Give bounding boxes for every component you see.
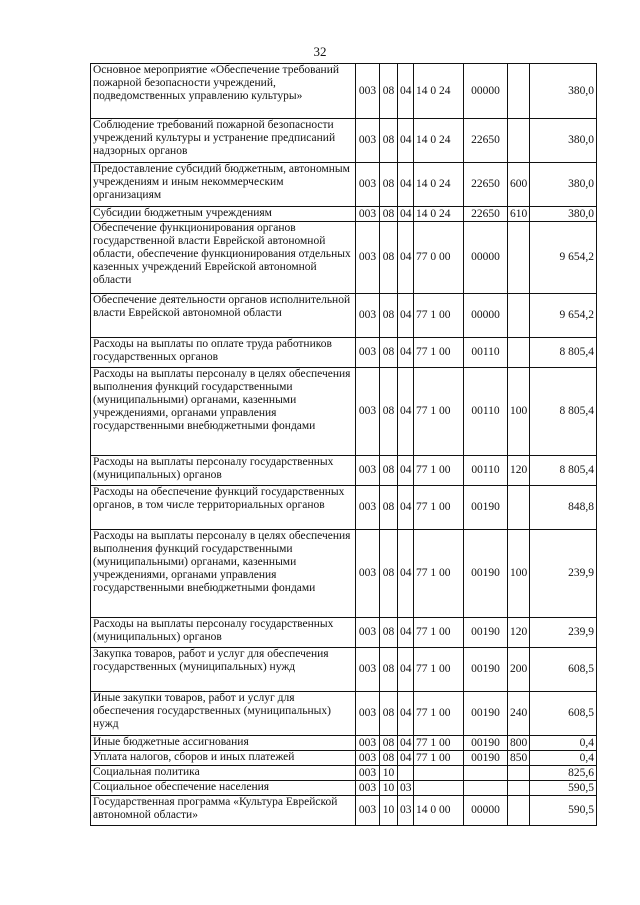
amount-value: 380,0 — [530, 119, 597, 163]
amount-value: 0,4 — [530, 751, 597, 766]
program-code: 77 1 00 — [414, 618, 464, 648]
ministry-code: 003 — [356, 456, 380, 486]
budget-row-name: Государственная программа «Культура Еврейской автономной области» — [91, 796, 356, 826]
subsection-code: 03 — [398, 781, 414, 796]
budget-row-name: Закупка товаров, работ и услуг для обеспечения государственных (муниципальных) нужд — [91, 648, 356, 692]
table-row — [91, 64, 597, 119]
expense-type-code — [508, 222, 530, 294]
table-row — [91, 648, 597, 692]
item-code: 00190 — [464, 751, 508, 766]
table-row — [91, 486, 597, 530]
budget-row-name: Расходы на выплаты по оплате труда работников государственных органов — [91, 338, 356, 368]
subsection-code: 04 — [398, 618, 414, 648]
program-code: 77 1 00 — [414, 456, 464, 486]
program-code: 14 0 24 — [414, 119, 464, 163]
expense-type-code: 610 — [508, 207, 530, 222]
program-code: 77 1 00 — [414, 736, 464, 751]
amount-value: 848,8 — [530, 486, 597, 530]
item-code — [464, 766, 508, 781]
item-code: 00110 — [464, 338, 508, 368]
section-code: 08 — [380, 294, 398, 338]
section-code: 08 — [380, 618, 398, 648]
budget-row-name: Основное мероприятие «Обеспечение требований пожарной безопасности учреждений, подведомственных управлению культуры» — [91, 64, 356, 119]
item-code: 00000 — [464, 222, 508, 294]
subsection-code: 04 — [398, 692, 414, 736]
expense-type-code: 600 — [508, 163, 530, 207]
budget-row-name: Субсидии бюджетным учреждениям — [91, 207, 356, 222]
expense-type-code — [508, 64, 530, 119]
section-code: 08 — [380, 751, 398, 766]
subsection-code: 04 — [398, 736, 414, 751]
ministry-code: 003 — [356, 119, 380, 163]
program-code — [414, 781, 464, 796]
amount-value: 590,5 — [530, 781, 597, 796]
budget-row-name: Уплата налогов, сборов и иных платежей — [91, 751, 356, 766]
amount-value: 8 805,4 — [530, 368, 597, 456]
budget-row-name: Иные бюджетные ассигнования — [91, 736, 356, 751]
section-code: 08 — [380, 456, 398, 486]
budget-row-name: Предоставление субсидий бюджетным, автономным учреждениям и иным некоммерческим организациям — [91, 163, 356, 207]
expense-type-code — [508, 781, 530, 796]
ministry-code: 003 — [356, 781, 380, 796]
budget-table-body — [91, 64, 597, 826]
amount-value: 380,0 — [530, 207, 597, 222]
table-row — [91, 456, 597, 486]
table-row — [91, 207, 597, 222]
program-code: 77 1 00 — [414, 648, 464, 692]
ministry-code: 003 — [356, 692, 380, 736]
budget-row-name: Обеспечение функционирования органов государственной власти Еврейской автономной области, обеспечение функционирования отдельных казенных учреждений Еврейской автономной области — [91, 222, 356, 294]
program-code: 77 1 00 — [414, 751, 464, 766]
table-row — [91, 736, 597, 751]
table-row — [91, 766, 597, 781]
ministry-code: 003 — [356, 338, 380, 368]
section-code: 10 — [380, 766, 398, 781]
item-code: 00110 — [464, 368, 508, 456]
subsection-code: 04 — [398, 163, 414, 207]
table-row — [91, 294, 597, 338]
section-code: 08 — [380, 163, 398, 207]
ministry-code: 003 — [356, 222, 380, 294]
expense-type-code — [508, 338, 530, 368]
program-code: 77 1 00 — [414, 486, 464, 530]
table-row — [91, 530, 597, 618]
amount-value: 608,5 — [530, 692, 597, 736]
amount-value: 9 654,2 — [530, 222, 597, 294]
program-code: 14 0 00 — [414, 796, 464, 826]
table-row — [91, 781, 597, 796]
budget-row-name: Социальная политика — [91, 766, 356, 781]
page-number: 32 — [313, 44, 327, 59]
section-code: 08 — [380, 207, 398, 222]
program-code — [414, 766, 464, 781]
subsection-code: 04 — [398, 64, 414, 119]
subsection-code: 04 — [398, 486, 414, 530]
program-code: 77 1 00 — [414, 294, 464, 338]
budget-row-name: Расходы на выплаты персоналу государственных (муниципальных) органов — [91, 456, 356, 486]
subsection-code: 04 — [398, 456, 414, 486]
budget-row-name: Социальное обеспечение населения — [91, 781, 356, 796]
budget-row-name: Обеспечение деятельности органов исполнительной власти Еврейской автономной области — [91, 294, 356, 338]
section-code: 08 — [380, 368, 398, 456]
section-code: 08 — [380, 119, 398, 163]
amount-value: 825,6 — [530, 766, 597, 781]
section-code: 08 — [380, 736, 398, 751]
expense-type-code — [508, 294, 530, 338]
program-code: 77 0 00 — [414, 222, 464, 294]
ministry-code: 003 — [356, 486, 380, 530]
table-row — [91, 618, 597, 648]
section-code: 08 — [380, 648, 398, 692]
amount-value: 608,5 — [530, 648, 597, 692]
expense-type-code: 800 — [508, 736, 530, 751]
budget-row-name: Расходы на обеспечение функций государственных органов, в том числе территориальных органов — [91, 486, 356, 530]
expense-type-code: 100 — [508, 368, 530, 456]
section-code: 08 — [380, 692, 398, 736]
amount-value: 380,0 — [530, 64, 597, 119]
subsection-code: 04 — [398, 648, 414, 692]
item-code: 00190 — [464, 486, 508, 530]
item-code: 00190 — [464, 692, 508, 736]
ministry-code: 003 — [356, 751, 380, 766]
amount-value: 8 805,4 — [530, 456, 597, 486]
item-code: 00190 — [464, 530, 508, 618]
program-code: 77 1 00 — [414, 530, 464, 618]
subsection-code: 04 — [398, 368, 414, 456]
section-code: 10 — [380, 796, 398, 826]
expense-type-code: 100 — [508, 530, 530, 618]
subsection-code: 03 — [398, 796, 414, 826]
subsection-code: 04 — [398, 294, 414, 338]
item-code — [464, 781, 508, 796]
ministry-code: 003 — [356, 163, 380, 207]
section-code: 08 — [380, 486, 398, 530]
program-code: 77 1 00 — [414, 692, 464, 736]
table-row — [91, 368, 597, 456]
section-code: 08 — [380, 64, 398, 119]
table-row — [91, 751, 597, 766]
section-code: 08 — [380, 222, 398, 294]
budget-row-name: Расходы на выплаты персоналу в целях обеспечения выполнения функций государственными (муниципальными) органами, казенными учреждениями, органами управления государственными внебюджетными фондами — [91, 530, 356, 618]
expense-type-code: 120 — [508, 456, 530, 486]
subsection-code: 04 — [398, 338, 414, 368]
amount-value: 239,9 — [530, 618, 597, 648]
budget-row-name: Соблюдение требований пожарной безопасности учреждений культуры и устранение предписаний надзорных органов — [91, 119, 356, 163]
subsection-code: 04 — [398, 207, 414, 222]
subsection-code: 04 — [398, 751, 414, 766]
ministry-code: 003 — [356, 368, 380, 456]
amount-value: 0,4 — [530, 736, 597, 751]
section-code: 08 — [380, 530, 398, 618]
amount-value: 590,5 — [530, 796, 597, 826]
program-code: 14 0 24 — [414, 207, 464, 222]
program-code: 77 1 00 — [414, 338, 464, 368]
section-code: 10 — [380, 781, 398, 796]
item-code: 00110 — [464, 456, 508, 486]
ministry-code: 003 — [356, 64, 380, 119]
item-code: 00000 — [464, 294, 508, 338]
table-row — [91, 692, 597, 736]
ministry-code: 003 — [356, 618, 380, 648]
ministry-code: 003 — [356, 736, 380, 751]
ministry-code: 003 — [356, 766, 380, 781]
section-code: 08 — [380, 338, 398, 368]
expense-type-code — [508, 119, 530, 163]
budget-row-name: Иные закупки товаров, работ и услуг для обеспечения государственных (муниципальных) нужд — [91, 692, 356, 736]
expense-type-code: 240 — [508, 692, 530, 736]
item-code: 00190 — [464, 648, 508, 692]
amount-value: 8 805,4 — [530, 338, 597, 368]
expense-type-code — [508, 766, 530, 781]
table-row — [91, 119, 597, 163]
ministry-code: 003 — [356, 648, 380, 692]
subsection-code — [398, 766, 414, 781]
item-code: 22650 — [464, 119, 508, 163]
expense-type-code — [508, 486, 530, 530]
ministry-code: 003 — [356, 530, 380, 618]
item-code: 22650 — [464, 163, 508, 207]
program-code: 14 0 24 — [414, 163, 464, 207]
table-row — [91, 222, 597, 294]
program-code: 14 0 24 — [414, 64, 464, 119]
expense-type-code — [508, 796, 530, 826]
item-code: 22650 — [464, 207, 508, 222]
ministry-code: 003 — [356, 294, 380, 338]
subsection-code: 04 — [398, 222, 414, 294]
ministry-code: 003 — [356, 796, 380, 826]
expense-type-code: 120 — [508, 618, 530, 648]
budget-table — [90, 63, 597, 826]
item-code: 00000 — [464, 64, 508, 119]
amount-value: 239,9 — [530, 530, 597, 618]
amount-value: 9 654,2 — [530, 294, 597, 338]
amount-value: 380,0 — [530, 163, 597, 207]
budget-row-name: Расходы на выплаты персоналу в целях обеспечения выполнения функций государственными (муниципальными) органами, казенными учреждениями, органами управления государственными внебюджетными фондами — [91, 368, 356, 456]
subsection-code: 04 — [398, 530, 414, 618]
ministry-code: 003 — [356, 207, 380, 222]
program-code: 77 1 00 — [414, 368, 464, 456]
item-code: 00000 — [464, 796, 508, 826]
expense-type-code: 850 — [508, 751, 530, 766]
subsection-code: 04 — [398, 119, 414, 163]
budget-row-name: Расходы на выплаты персоналу государственных (муниципальных) органов — [91, 618, 356, 648]
table-row — [91, 796, 597, 826]
item-code: 00190 — [464, 736, 508, 751]
expense-type-code: 200 — [508, 648, 530, 692]
item-code: 00190 — [464, 618, 508, 648]
table-row — [91, 338, 597, 368]
table-row — [91, 163, 597, 207]
